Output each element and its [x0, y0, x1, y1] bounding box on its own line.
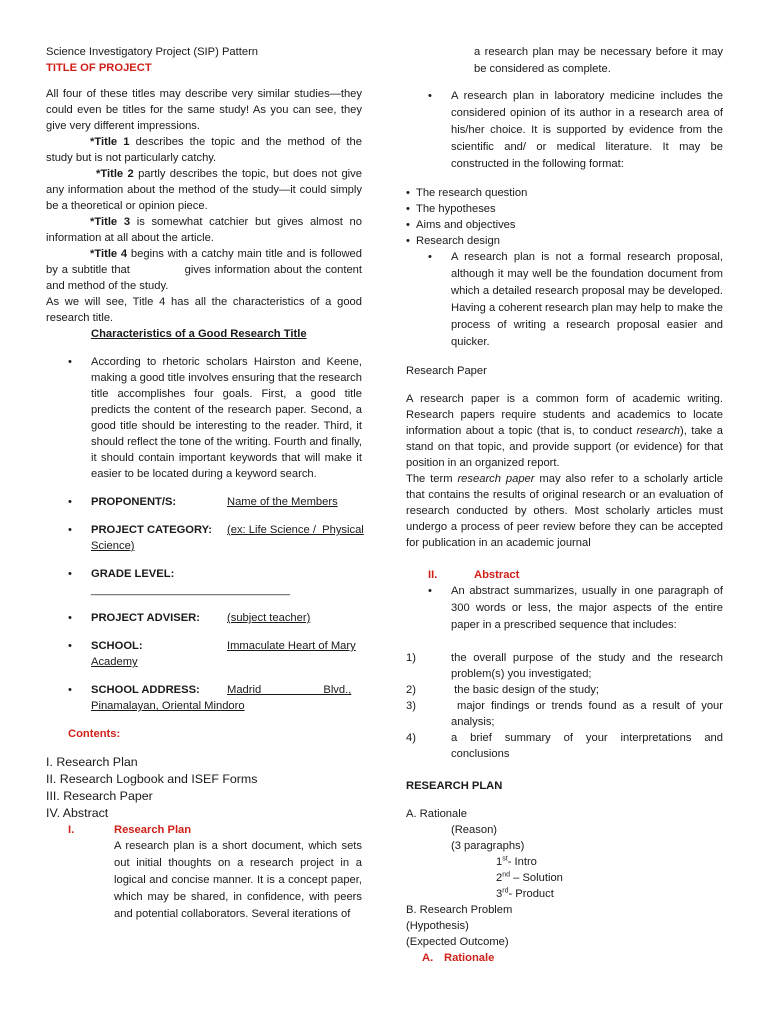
format-item: • Research design	[406, 233, 723, 249]
outline-research-problem: B. Research Problem	[406, 904, 513, 916]
contents-item: III. Research Paper	[46, 789, 153, 803]
grade-level-blank: ________________________________	[91, 584, 291, 596]
abstract-item: 4) a brief summary of your interpretations and conclusions	[406, 732, 723, 760]
research-plan-paragraph: A research plan is a short document, which sets out initial thoughts on a research project in a logical and concise manner. It is a concept paper, which may be shared, in confidence, with peers and potential collaborators. Several iterations of	[114, 840, 362, 920]
outline-hypothesis: (Hypothesis)	[406, 920, 469, 932]
characteristics-bullet: • According to rhetoric scholars Hairston and Keene, making a good title involves ensuring that the research title accomplishes four goals. First, a good title predicts the content of the research paper. Second, a good title should be interesting to the reader. Third, it should reflect the tone of the writing. Fourth and finally, it should contain important keywords that will make it easier to be located during a keyword search.	[46, 354, 362, 482]
left-column	[46, 44, 366, 923]
contents-item: IV. Abstract	[46, 806, 109, 820]
abstract-item: 2) the basic design of the study;	[406, 684, 600, 696]
title-3-paragraph: *Title 3 is somewhat catchier but gives almost no information at all about the article.	[46, 216, 363, 244]
right-column	[406, 44, 727, 966]
title-4-paragraph: *Title 4 begins with a catchy main title and is followed by a subtitle that gives information about the content and method of the study.	[46, 248, 366, 292]
research-paper-paragraph-1: A research paper is a common form of academic writing. Research papers require students and academics to locate information about a topic (that is, to conduct research), take a stand on that topic, and provide support (or evidence) for that position in an organized report.	[406, 393, 723, 469]
format-item: • The research question	[406, 185, 723, 201]
format-item: • Aims and objectives	[406, 217, 723, 233]
grade-level-field: • GRADE LEVEL: ________________________________	[46, 566, 362, 598]
school-field: • SCHOOL: Immaculate Heart of Mary Academy	[46, 638, 362, 670]
category-value: (ex: Life Science / Physical	[227, 524, 364, 536]
contents-item: II. Research Logbook and ISEF Forms	[46, 772, 258, 786]
lab-medicine-bullet: • A research plan in laboratory medicine includes the considered opinion of its author in a research area of his/her choice. It is supported by evidence from the scientific and/ or medical literature. It may be constructed in the following format:	[406, 88, 723, 173]
abstract-item: 3) major findings or trends found as a result of your analysis;	[406, 700, 727, 728]
section-1-heading: I. Research Plan	[68, 824, 192, 836]
title-1-paragraph: *Title 1 describes the topic and the method of the study but is not particularly catchy.	[46, 136, 362, 164]
not-formal-bullet: • A research plan is not a formal research proposal, although it may well be the foundation document from which a detailed research proposal may be developed. Having a coherent research plan may help to make the process of writing a research proposal easier and quicker.	[406, 249, 723, 351]
proponent-field: • PROPONENT/S: Name of the Members	[46, 494, 362, 510]
intro-paragraph: All four of these titles may describe very similar studies—they could even be titles for the same study! As you can see, they give very different impressions.	[46, 88, 362, 132]
contents-item: I. Research Plan	[46, 755, 138, 769]
outline-rationale: A. Rationale	[406, 808, 467, 820]
outline-paragraph-3: 3rd- Product	[496, 887, 554, 900]
section-2-heading: II. Abstract	[428, 569, 520, 581]
characteristics-heading: Characteristics of a Good Research Title	[91, 328, 307, 340]
title-2-paragraph: *Title 2 partly describes the topic, but does not give any information about the method of the study—it could simply be a theoretical or opinion piece.	[46, 168, 362, 212]
contents-heading: Contents:	[68, 728, 121, 740]
title-of-project-heading: TITLE OF PROJECT	[46, 62, 152, 74]
outline-expected-outcome: (Expected Outcome)	[406, 936, 509, 948]
final-rationale-heading: A. Rationale	[422, 952, 495, 964]
research-plan-outline-heading: RESEARCH PLAN	[406, 780, 503, 792]
outline-paragraph-2: 2nd – Solution	[496, 871, 563, 884]
school-address-field: • SCHOOL ADDRESS: Madrid Blvd., Pinamalayan, Oriental Mindoro	[46, 682, 362, 714]
outline-three-paragraphs: (3 paragraphs)	[451, 840, 525, 852]
research-plan-continued: a research plan may be necessary before it may be considered as complete.	[474, 46, 723, 75]
title-4-summary: As we will see, Title 4 has all the characteristics of a good research title.	[46, 296, 362, 324]
proponent-value: Name of the Members	[227, 496, 338, 508]
school-value: Immaculate Heart of Mary	[227, 640, 356, 652]
address-value: Madrid Blvd.,	[227, 684, 352, 696]
adviser-value: (subject teacher)	[227, 612, 311, 624]
abstract-item: 1) the overall purpose of the study and the research problem(s) you investigated;	[406, 652, 723, 680]
abstract-bullet: • An abstract summarizes, usually in one paragraph of 300 words or less, the major aspects of the entire paper in a prescribed sequence that includes:	[406, 583, 723, 634]
adviser-field: • PROJECT ADVISER: (subject teacher)	[46, 610, 362, 626]
document-header: Science Investigatory Project (SIP) Pattern	[46, 46, 259, 58]
outline-paragraph-1: 1st- Intro	[496, 855, 537, 868]
format-item: • The hypotheses	[406, 201, 723, 217]
research-paper-heading: Research Paper	[406, 365, 487, 377]
outline-reason: (Reason)	[451, 824, 498, 836]
category-field: • PROJECT CATEGORY: (ex: Life Science / Physical Science)	[46, 522, 362, 554]
research-paper-paragraph-2: The term research paper may also refer to a scholarly article that contains the results of original research or an evaluation of research conducted by others. Most scholarly articles must undergo a process of peer review before they can be accepted for publication in an academic journal	[406, 473, 723, 549]
